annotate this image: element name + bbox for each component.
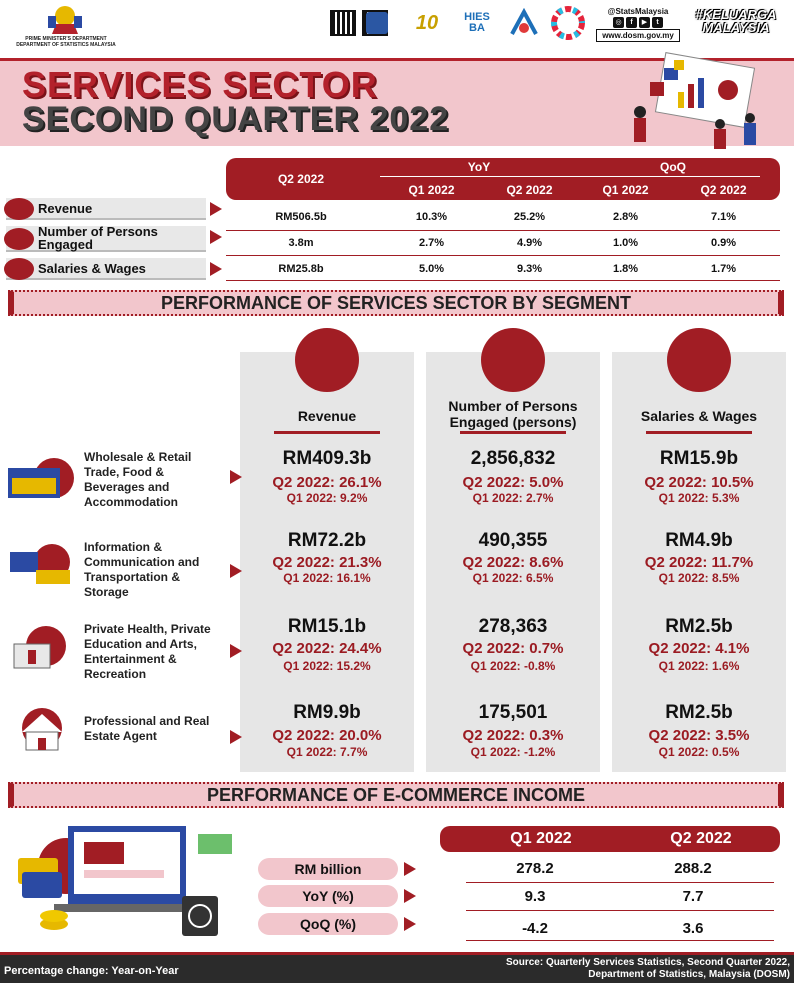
section-header-ecommerce: PERFORMANCE OF E-COMMERCE INCOME [8, 782, 784, 808]
header-qoq: QoQ [660, 160, 686, 174]
header-qoq-q1: Q1 2022 [602, 183, 649, 197]
transport-communication-icon [6, 542, 76, 590]
ecommerce-value: 7.7 [682, 888, 704, 905]
row-label: Number of Persons Engaged [38, 224, 158, 252]
census-logo-icon [506, 8, 542, 38]
segment-value: 2,856,832 [470, 448, 556, 469]
row-divider [226, 255, 780, 256]
segment-q2: Q2 2022: 26.1% [272, 474, 382, 491]
summary-value: 25.2% [513, 211, 546, 223]
ecommerce-row-label: RM billion [258, 858, 398, 880]
segment-q2: Q2 2022: 20.0% [272, 727, 382, 744]
header-yoy-q1: Q1 2022 [408, 183, 455, 197]
social-block [596, 6, 680, 42]
summary-value: 1.8% [612, 263, 639, 275]
segment-q2: Q2 2022: 8.6% [462, 554, 564, 571]
section-header-segment: PERFORMANCE OF SERVICES SECTOR BY SEGMENT [8, 290, 784, 316]
ecommerce-value: 288.2 [674, 860, 712, 877]
facebook-icon[interactable] [366, 12, 388, 34]
analytics-illustration-icon [600, 52, 780, 152]
segment-q1: Q1 2022: 15.2% [283, 659, 371, 673]
segment-label: Information & Communication and Transportation & Storage [84, 540, 200, 599]
segment-value: RM2.5b [665, 702, 733, 723]
ecommerce-value: 3.6 [682, 920, 704, 937]
ecommerce-row-label: YoY (%) [258, 885, 398, 907]
facebook-icon[interactable]: f [626, 17, 637, 28]
hies-badge: HIES BA [464, 11, 490, 34]
social-handle: @StatsMalaysia [607, 7, 669, 16]
arrow-right-icon [404, 889, 416, 903]
source-line-2: Department of Statistics, Malaysia (DOSM) [588, 969, 790, 980]
segment-label: Professional and Real Estate Agent [84, 714, 210, 743]
footer-source [506, 957, 790, 981]
revenue-icon [4, 198, 34, 220]
arrow-right-icon [210, 230, 222, 244]
summary-value: 5.0% [418, 263, 445, 275]
source-line-1: Source: Quarterly Services Statistics, Second Quarter 2022, [505, 957, 790, 968]
row-divider [466, 940, 774, 941]
header-divider [380, 176, 760, 177]
segment-q2: Q2 2022: 0.3% [462, 727, 564, 744]
ecommerce-value: 278.2 [516, 860, 554, 877]
footer [0, 952, 794, 983]
segment-value: RM2.5b [665, 616, 733, 637]
segment-q1: Q1 2022: 16.1% [283, 571, 371, 585]
header-qoq-q2: Q2 2022 [700, 183, 747, 197]
column-title: Number of Persons Engaged (persons) [448, 398, 578, 430]
money-icon [667, 328, 731, 392]
segment-q1: Q1 2022: 0.5% [658, 745, 740, 759]
segment-value: RM4.9b [665, 530, 733, 551]
segment-q2: Q2 2022: 10.5% [644, 474, 754, 491]
column-underline [460, 431, 566, 434]
row-divider [226, 280, 780, 281]
page-title: SERVICES SECTOR [22, 64, 378, 105]
salaries-icon [4, 258, 34, 280]
twitter-icon[interactable]: t [652, 17, 663, 28]
arrow-right-icon [404, 917, 416, 931]
segment-q2: Q2 2022: 11.7% [644, 554, 754, 571]
summary-value: RM506.5b [275, 211, 327, 223]
ecommerce-value: 9.3 [524, 888, 546, 905]
segment-value: RM409.3b [282, 448, 372, 469]
dept-line-1: PRIME MINISTER'S DEPARTMENT [25, 36, 107, 42]
ecommerce-value: -4.2 [522, 920, 548, 937]
page-subtitle: SECOND QUARTER 2022 [22, 100, 450, 138]
column-title: Revenue [297, 408, 357, 424]
segment-q2: Q2 2022: 3.5% [648, 727, 750, 744]
summary-table-header [226, 158, 780, 200]
column-underline [274, 431, 380, 434]
segment-q1: Q1 2022: -1.2% [470, 745, 556, 759]
segment-value: 175,501 [478, 702, 548, 723]
header-q2-2022: Q2 2022 [277, 172, 325, 186]
keluarga-malaysia-logo: #KELUARGA MALAYSIA [695, 7, 777, 35]
segment-value: RM15.9b [659, 448, 739, 469]
persons-icon [4, 228, 34, 250]
segment-q1: Q1 2022: 9.2% [286, 491, 368, 505]
dept-line-2: DEPARTMENT OF STATISTICS MALAYSIA [16, 42, 116, 48]
segment-value: 490,355 [478, 530, 548, 551]
segment-q2: Q2 2022: 0.7% [462, 640, 564, 657]
people-icon [481, 328, 545, 392]
segment-q1: Q1 2022: 5.3% [658, 491, 740, 505]
segment-value: RM15.1b [287, 616, 367, 637]
arrow-right-icon [210, 202, 222, 216]
youtube-icon[interactable]: ▶ [639, 17, 650, 28]
summary-value: 9.3% [516, 263, 543, 275]
summary-value: 4.9% [516, 237, 543, 249]
row-divider [466, 910, 774, 911]
arrow-right-icon [404, 862, 416, 876]
summary-value: RM25.8b [278, 263, 324, 275]
summary-value: 0.9% [710, 237, 737, 249]
summary-row-revenue [6, 198, 206, 220]
segment-q2: Q2 2022: 4.1% [648, 640, 750, 657]
sdg-wheel-icon [550, 6, 586, 40]
segment-q1: Q1 2022: -0.8% [470, 659, 556, 673]
header-yoy: YoY [467, 160, 491, 174]
qr-code-icon[interactable] [330, 10, 356, 36]
row-label: Revenue [38, 200, 93, 216]
segment-value: RM9.9b [293, 702, 361, 723]
anniversary-badge: 10 [415, 11, 439, 34]
retail-store-icon [6, 456, 76, 504]
segment-q2: Q2 2022: 24.4% [272, 640, 382, 657]
segment-q2: Q2 2022: 5.0% [462, 474, 564, 491]
segment-q2: Q2 2022: 21.3% [272, 554, 382, 571]
summary-value: 2.7% [418, 237, 445, 249]
footer-note: Percentage change: Year-on-Year [4, 965, 179, 977]
arrow-right-icon [210, 262, 222, 276]
instagram-icon[interactable]: ◎ [613, 17, 624, 28]
segment-value: 278,363 [478, 616, 548, 637]
summary-value: 3.8m [288, 237, 314, 249]
ecommerce-col-q2: Q2 2022 [670, 830, 732, 847]
row-divider [466, 882, 774, 883]
summary-row-salaries [6, 258, 206, 280]
real-estate-icon [6, 706, 76, 754]
website-link[interactable]: www.dosm.gov.my [596, 29, 680, 42]
row-divider [226, 230, 780, 231]
segment-q1: Q1 2022: 8.5% [658, 571, 740, 585]
summary-value: 7.1% [710, 211, 737, 223]
ecommerce-col-q1: Q1 2022 [510, 830, 572, 847]
health-education-icon [6, 624, 76, 672]
summary-value: 10.3% [415, 211, 448, 223]
header-yoy-q2: Q2 2022 [506, 183, 553, 197]
segment-label: Wholesale & Retail Trade, Food & Beverages and Accommodation [84, 450, 192, 509]
segment-value: RM72.2b [287, 530, 367, 551]
dept-name [6, 36, 126, 48]
row-label: Salaries & Wages [38, 260, 146, 276]
revenue-chart-icon [295, 328, 359, 392]
segment-q1: Q1 2022: 1.6% [658, 659, 740, 673]
ecommerce-laptop-icon [14, 820, 244, 944]
segment-q1: Q1 2022: 6.5% [472, 571, 554, 585]
summary-row-persons [6, 226, 206, 252]
malaysia-crest-icon [30, 4, 100, 38]
column-underline [646, 431, 752, 434]
column-title: Salaries & Wages [640, 408, 758, 424]
ecommerce-row-label: QoQ (%) [258, 913, 398, 935]
summary-value: 1.0% [612, 237, 639, 249]
segment-q1: Q1 2022: 2.7% [472, 491, 554, 505]
segment-q1: Q1 2022: 7.7% [286, 745, 368, 759]
summary-value: 1.7% [710, 263, 737, 275]
ecommerce-table-header [440, 826, 780, 852]
segment-label: Private Health, Private Education and Arts, Entertainment & Recreation [84, 622, 211, 681]
summary-value: 2.8% [612, 211, 639, 223]
